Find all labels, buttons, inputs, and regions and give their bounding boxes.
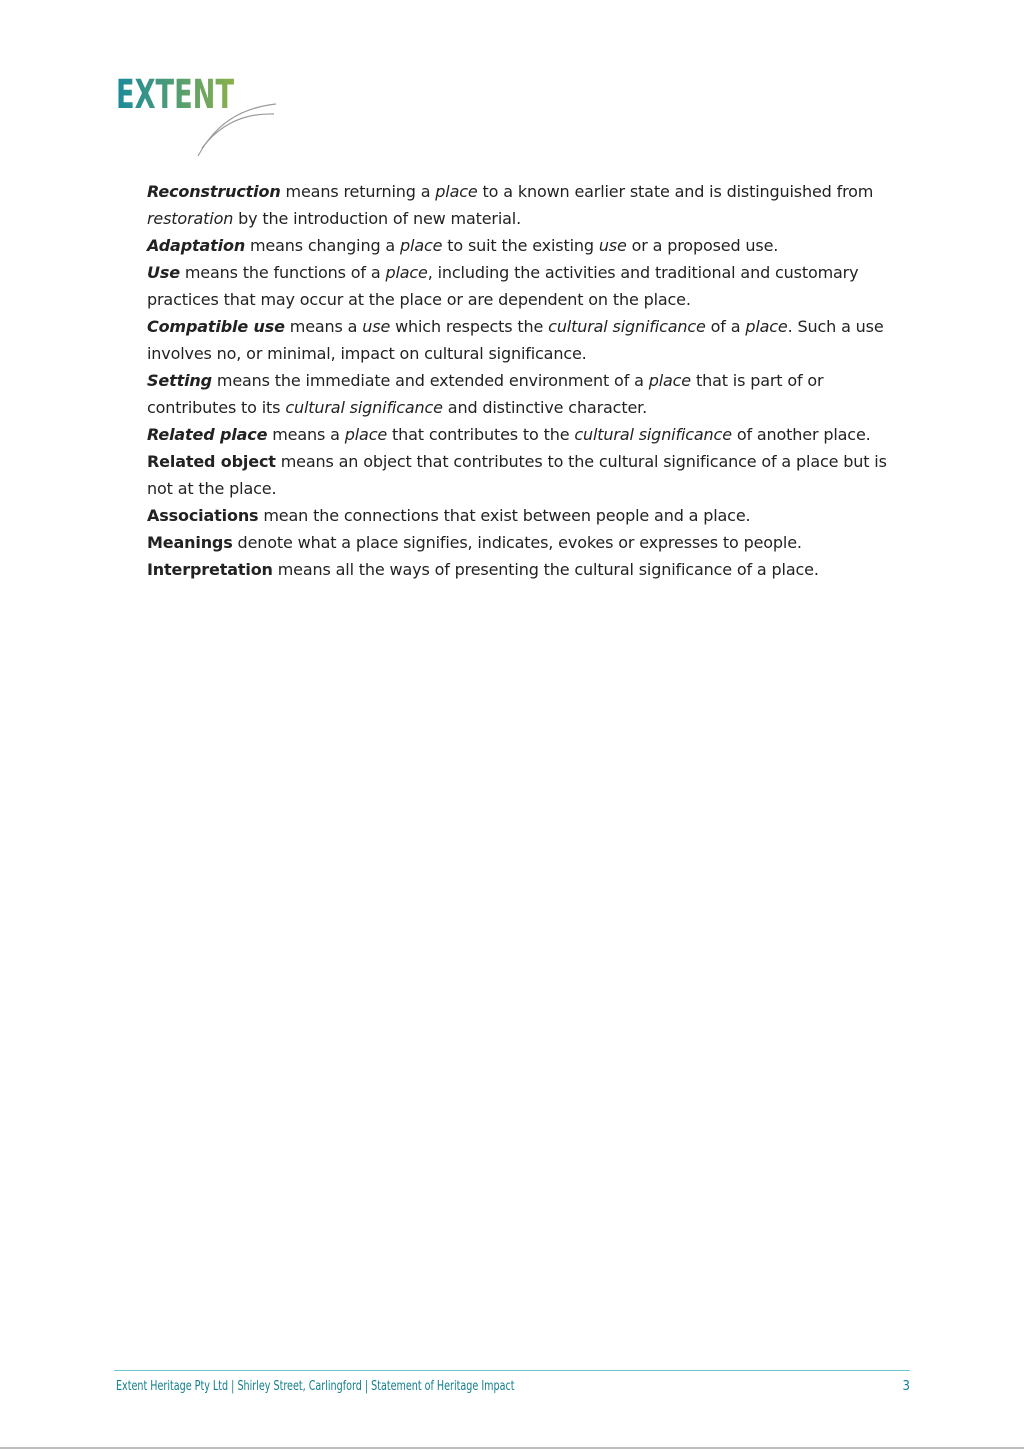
definition-item: Related object means an object that contributes to the cultural significance of a place but is not at the place. [147, 452, 887, 498]
term: Adaptation [147, 236, 246, 255]
logo-swoosh-inner [202, 114, 274, 148]
term: Setting [147, 371, 212, 390]
definition-item: Compatible use means a use which respects the cultural significance of a place. Such a use involves no, or minimal, impact on cultural significance. [147, 317, 884, 363]
definition-item: Use means the functions of a place, including the activities and traditional and customary practices that may occur at the place or are dependent on the place. [147, 263, 859, 309]
term: Related object [147, 452, 276, 471]
definitions-list [147, 178, 917, 583]
term: Related place [147, 425, 268, 444]
term: Compatible use [147, 317, 285, 336]
term: Interpretation [147, 560, 273, 579]
definition-item: Interpretation means all the ways of presenting the cultural significance of a place. [147, 560, 819, 579]
page-footer [116, 1379, 910, 1394]
footer-divider [114, 1370, 910, 1371]
term: Reconstruction [147, 182, 281, 201]
footer-text: Extent Heritage Pty Ltd | Shirley Street, Carlingford | Statement of Heritage Impact [116, 1379, 515, 1394]
definition-item: Reconstruction means returning a place to a known earlier state and is distinguished from restoration by the introduction of new material. [147, 182, 874, 228]
logo-wordmark: EXTENT [116, 72, 235, 118]
term: Use [147, 263, 180, 282]
page-number: 3 [902, 1379, 910, 1394]
term: Associations [147, 506, 259, 525]
definition-item: Associations mean the connections that exist between people and a place. [147, 506, 751, 525]
term: Meanings [147, 533, 233, 552]
definition-item: Related place means a place that contributes to the cultural significance of another place. [147, 425, 871, 444]
extent-logo [116, 68, 286, 160]
definition-item: Setting means the immediate and extended environment of a place that is part of or contributes to its cultural significance and distinctive character. [147, 371, 824, 417]
definition-item: Meanings denote what a place signifies, indicates, evokes or expresses to people. [147, 533, 802, 552]
definition-item: Adaptation means changing a place to suit the existing use or a proposed use. [147, 236, 779, 255]
